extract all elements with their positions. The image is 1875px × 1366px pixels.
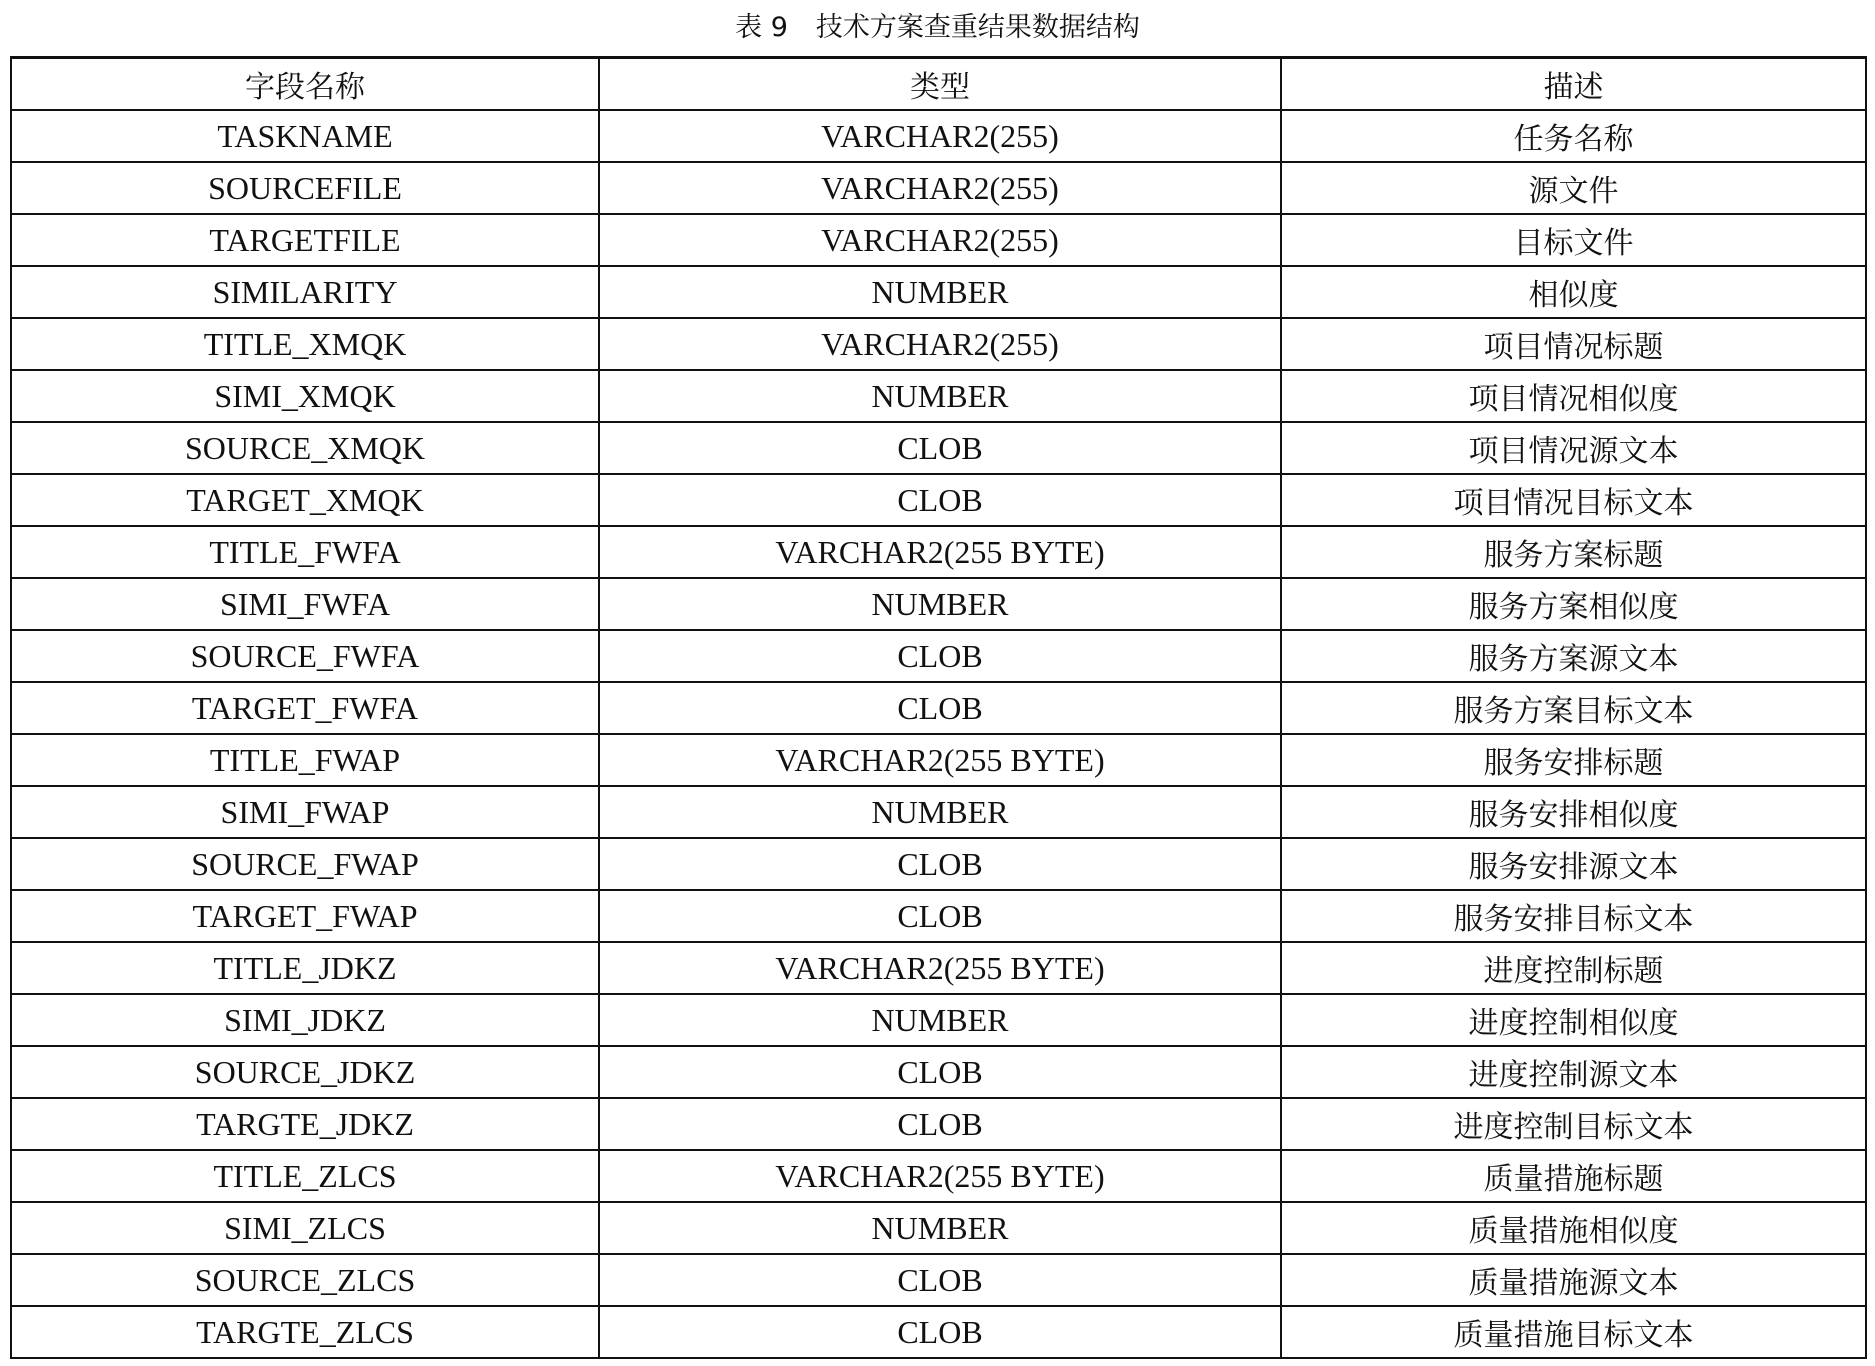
table-number: 表 9 <box>735 12 788 43</box>
type-cell: VARCHAR2(255 BYTE) <box>599 1150 1281 1202</box>
table-row <box>11 214 1866 266</box>
type-cell: CLOB <box>599 682 1281 734</box>
field-name-cell: SIMI_ZLCS <box>11 1202 599 1254</box>
table-row <box>11 578 1866 630</box>
table-row <box>11 994 1866 1046</box>
header-description: 描述 <box>1281 58 1866 111</box>
type-cell: CLOB <box>599 838 1281 890</box>
description-cell: 目标文件 <box>1281 214 1866 266</box>
field-name-cell: SIMI_FWAP <box>11 786 599 838</box>
description-cell: 服务方案标题 <box>1281 526 1866 578</box>
table-header <box>11 58 1866 111</box>
table-row <box>11 370 1866 422</box>
header-type: 类型 <box>599 58 1281 111</box>
table-row <box>11 682 1866 734</box>
field-name-cell: SIMI_XMQK <box>11 370 599 422</box>
field-name-cell: SOURCE_JDKZ <box>11 1046 599 1098</box>
description-cell: 进度控制源文本 <box>1281 1046 1866 1098</box>
field-name-cell: TITLE_ZLCS <box>11 1150 599 1202</box>
type-cell: CLOB <box>599 474 1281 526</box>
description-cell: 项目情况相似度 <box>1281 370 1866 422</box>
table-row <box>11 1254 1866 1306</box>
table-row <box>11 422 1866 474</box>
description-cell: 质量措施标题 <box>1281 1150 1866 1202</box>
description-cell: 服务安排目标文本 <box>1281 890 1866 942</box>
field-name-cell: SIMILARITY <box>11 266 599 318</box>
type-cell: VARCHAR2(255 BYTE) <box>599 942 1281 994</box>
table-row <box>11 318 1866 370</box>
type-cell: NUMBER <box>599 994 1281 1046</box>
description-cell: 项目情况标题 <box>1281 318 1866 370</box>
table-row <box>11 1202 1866 1254</box>
field-name-cell: TITLE_FWFA <box>11 526 599 578</box>
field-name-cell: TASKNAME <box>11 110 599 162</box>
description-cell: 进度控制标题 <box>1281 942 1866 994</box>
description-cell: 服务安排相似度 <box>1281 786 1866 838</box>
type-cell: VARCHAR2(255) <box>599 318 1281 370</box>
description-cell: 质量措施源文本 <box>1281 1254 1866 1306</box>
description-cell: 服务方案相似度 <box>1281 578 1866 630</box>
type-cell: VARCHAR2(255 BYTE) <box>599 734 1281 786</box>
table-row <box>11 1098 1866 1150</box>
table-title: 技术方案查重结果数据结构 <box>815 12 1140 43</box>
description-cell: 进度控制目标文本 <box>1281 1098 1866 1150</box>
field-name-cell: TITLE_FWAP <box>11 734 599 786</box>
table-row <box>11 838 1866 890</box>
type-cell: VARCHAR2(255 BYTE) <box>599 526 1281 578</box>
table-row <box>11 1046 1866 1098</box>
table-row <box>11 526 1866 578</box>
description-cell: 任务名称 <box>1281 110 1866 162</box>
type-cell: CLOB <box>599 1046 1281 1098</box>
type-cell: CLOB <box>599 422 1281 474</box>
field-name-cell: TARGTE_JDKZ <box>11 1098 599 1150</box>
table-row <box>11 1150 1866 1202</box>
table-row <box>11 1306 1866 1358</box>
field-name-cell: SOURCE_FWAP <box>11 838 599 890</box>
type-cell: CLOB <box>599 890 1281 942</box>
field-name-cell: TARGETFILE <box>11 214 599 266</box>
description-cell: 服务方案源文本 <box>1281 630 1866 682</box>
type-cell: CLOB <box>599 1098 1281 1150</box>
type-cell: VARCHAR2(255) <box>599 110 1281 162</box>
table-caption <box>0 6 1875 50</box>
type-cell: VARCHAR2(255) <box>599 162 1281 214</box>
description-cell: 源文件 <box>1281 162 1866 214</box>
description-cell: 项目情况源文本 <box>1281 422 1866 474</box>
table-row <box>11 474 1866 526</box>
field-name-cell: SOURCE_FWFA <box>11 630 599 682</box>
field-name-cell: TITLE_JDKZ <box>11 942 599 994</box>
description-cell: 服务方案目标文本 <box>1281 682 1866 734</box>
table-row <box>11 162 1866 214</box>
header-field-name: 字段名称 <box>11 58 599 111</box>
description-cell: 进度控制相似度 <box>1281 994 1866 1046</box>
table-row <box>11 786 1866 838</box>
description-cell: 服务安排标题 <box>1281 734 1866 786</box>
field-name-cell: TITLE_XMQK <box>11 318 599 370</box>
description-cell: 质量措施相似度 <box>1281 1202 1866 1254</box>
description-cell: 相似度 <box>1281 266 1866 318</box>
table-row <box>11 942 1866 994</box>
data-structure-table <box>10 56 1867 1359</box>
table-row <box>11 110 1866 162</box>
field-name-cell: TARGET_FWFA <box>11 682 599 734</box>
field-name-cell: TARGET_XMQK <box>11 474 599 526</box>
type-cell: CLOB <box>599 1306 1281 1358</box>
type-cell: CLOB <box>599 630 1281 682</box>
header-row <box>11 58 1866 111</box>
field-name-cell: SOURCEFILE <box>11 162 599 214</box>
type-cell: VARCHAR2(255) <box>599 214 1281 266</box>
description-cell: 项目情况目标文本 <box>1281 474 1866 526</box>
field-name-cell: SIMI_FWFA <box>11 578 599 630</box>
table-row <box>11 630 1866 682</box>
field-name-cell: SOURCE_XMQK <box>11 422 599 474</box>
field-name-cell: TARGTE_ZLCS <box>11 1306 599 1358</box>
type-cell: NUMBER <box>599 786 1281 838</box>
field-name-cell: TARGET_FWAP <box>11 890 599 942</box>
description-cell: 质量措施目标文本 <box>1281 1306 1866 1358</box>
type-cell: NUMBER <box>599 266 1281 318</box>
table-row <box>11 734 1866 786</box>
type-cell: CLOB <box>599 1254 1281 1306</box>
type-cell: NUMBER <box>599 1202 1281 1254</box>
type-cell: NUMBER <box>599 370 1281 422</box>
table-body <box>11 110 1866 1358</box>
table-row <box>11 890 1866 942</box>
table-row <box>11 266 1866 318</box>
field-name-cell: SIMI_JDKZ <box>11 994 599 1046</box>
type-cell: NUMBER <box>599 578 1281 630</box>
description-cell: 服务安排源文本 <box>1281 838 1866 890</box>
field-name-cell: SOURCE_ZLCS <box>11 1254 599 1306</box>
